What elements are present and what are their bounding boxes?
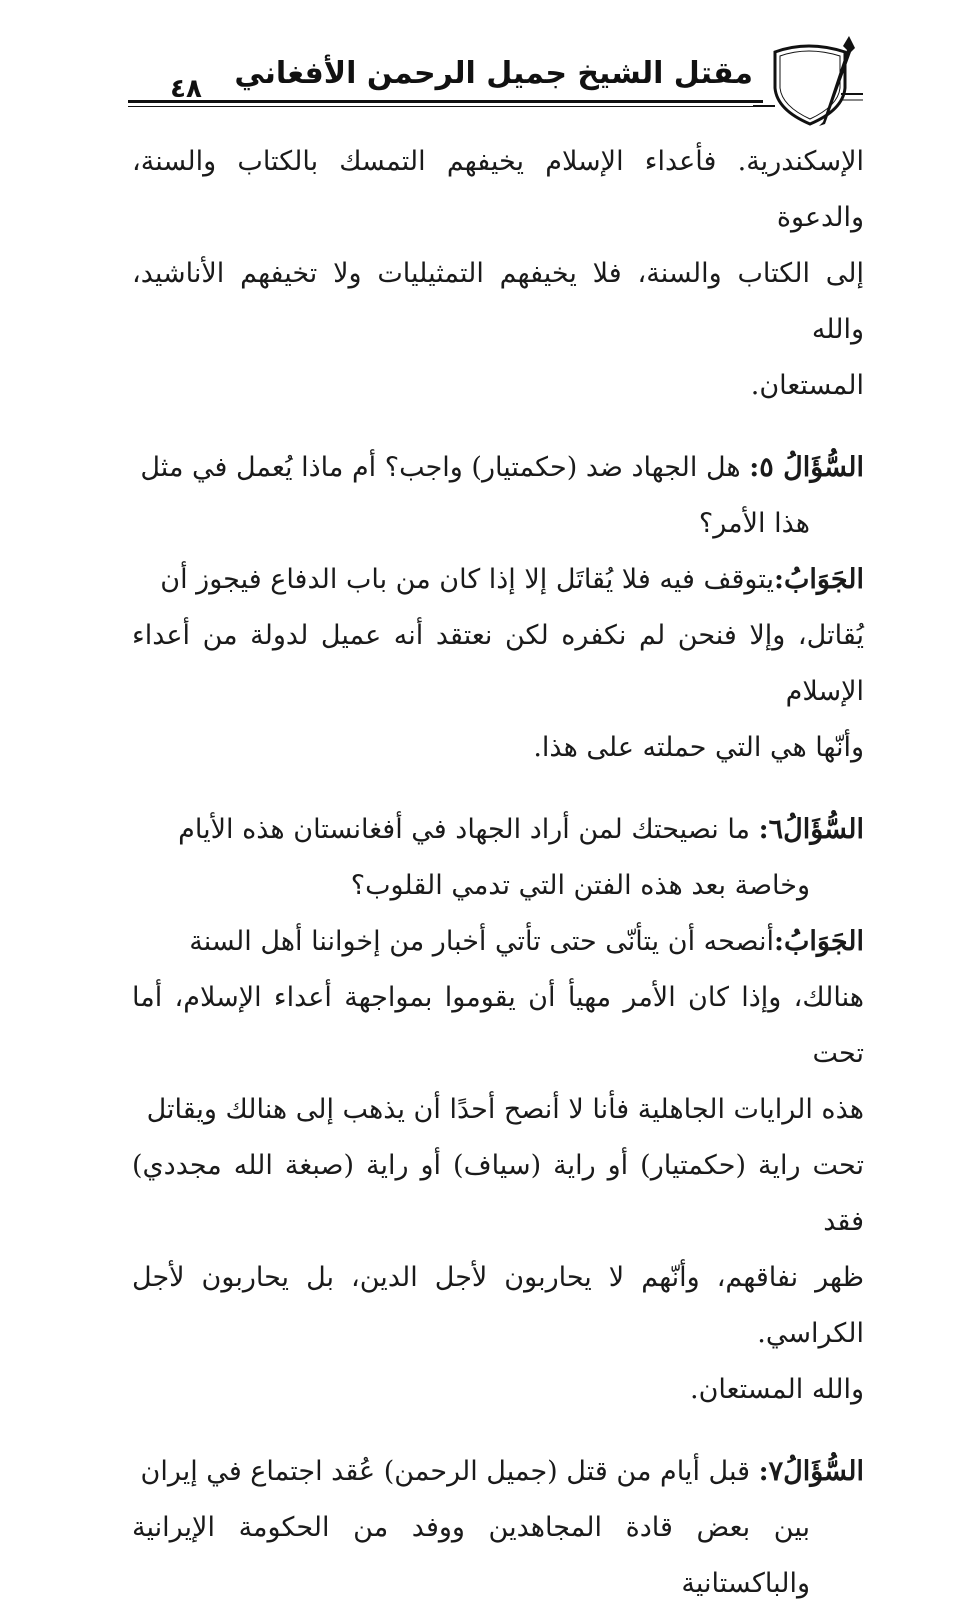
- question-6-continued: وخاصة بعد هذه الفتن التي تدمي القلوب؟: [350, 870, 810, 901]
- question-6-label: السُّؤَالُ٦:: [758, 814, 864, 845]
- question-7-text: قبل أيام من قتل (جميل الرحمن) عُقد اجتماع في إيران: [140, 1456, 751, 1487]
- answer-5-text: يتوقف فيه فلا يُقاتَل إلا إذا كان من باب الدفاع فيجوز أن: [160, 564, 774, 595]
- question-7: [132, 1444, 864, 1500]
- question-7-label: السُّؤَالُ٧:: [758, 1456, 864, 1487]
- body-line: هذه الرايات الجاهلية فأنا لا أنصح أحدًا أن يذهب إلى هنالك ويقاتل: [146, 1094, 864, 1125]
- header-rule-thin: [128, 106, 763, 107]
- question-7-continued: بين بعض قادة المجاهدين ووفد من الحكومة الإيرانية والباكستانية: [132, 1512, 810, 1599]
- question-5-continued: هذا الأمر؟: [698, 508, 810, 539]
- body-line: الإسكندرية. فأعداء الإسلام يخيفهم التمسك بالكتاب والسنة، والدعوة: [132, 146, 864, 233]
- question-6-text: ما نصيحتك لمن أراد الجهاد في أفغانستان هذه الأيام: [178, 814, 751, 845]
- running-title: مقتل الشيخ جميل الرحمن الأفغاني: [234, 56, 753, 91]
- page-header: [128, 30, 863, 130]
- answer-6: [132, 914, 864, 970]
- body-line: يُقاتل، وإلا فنحن لم نكفره لكن نعتقد أنه عميل لدولة من أعداء الإسلام: [132, 620, 864, 707]
- page-number: ٤٨: [170, 74, 202, 104]
- header-rule: [128, 100, 763, 103]
- page-body: [132, 134, 864, 1612]
- body-line: هنالك، وإذا كان الأمر مهيأ أن يقوموا بمواجهة أعداء الإسلام، أما تحت: [132, 982, 864, 1069]
- question-5-text: هل الجهاد ضد (حكمتيار) واجب؟ أم ماذا يُعمل في مثل: [140, 452, 741, 483]
- question-5-label: السُّؤَالُ ٥:: [749, 452, 864, 483]
- body-line: والله المستعان.: [690, 1374, 864, 1405]
- body-line: وأنّها هي التي حملته على هذا.: [533, 732, 864, 763]
- question-5: [132, 440, 864, 496]
- question-6: [132, 802, 864, 858]
- body-line: المستعان.: [750, 370, 864, 401]
- shield-ornament-icon: [753, 36, 863, 128]
- body-line: إلى الكتاب والسنة، فلا يخيفهم التمثيليات ولا تخيفهم الأناشيد، والله: [132, 258, 864, 345]
- answer-6-text: أنصحه أن يتأنّى حتى تأتي أخبار من إخواننا أهل السنة: [189, 926, 774, 957]
- answer-6-label: الجَوَابُ:: [774, 926, 864, 957]
- answer-5-label: الجَوَابُ:: [774, 564, 864, 595]
- answer-5: [132, 552, 864, 608]
- body-line: ظهر نفاقهم، وأنّهم لا يحاربون لأجل الدين، بل يحاربون لأجل الكراسي.: [132, 1262, 864, 1349]
- body-line: تحت راية (حكمتيار) أو راية (سياف) أو راية (صبغة الله مجددي) فقد: [132, 1150, 864, 1237]
